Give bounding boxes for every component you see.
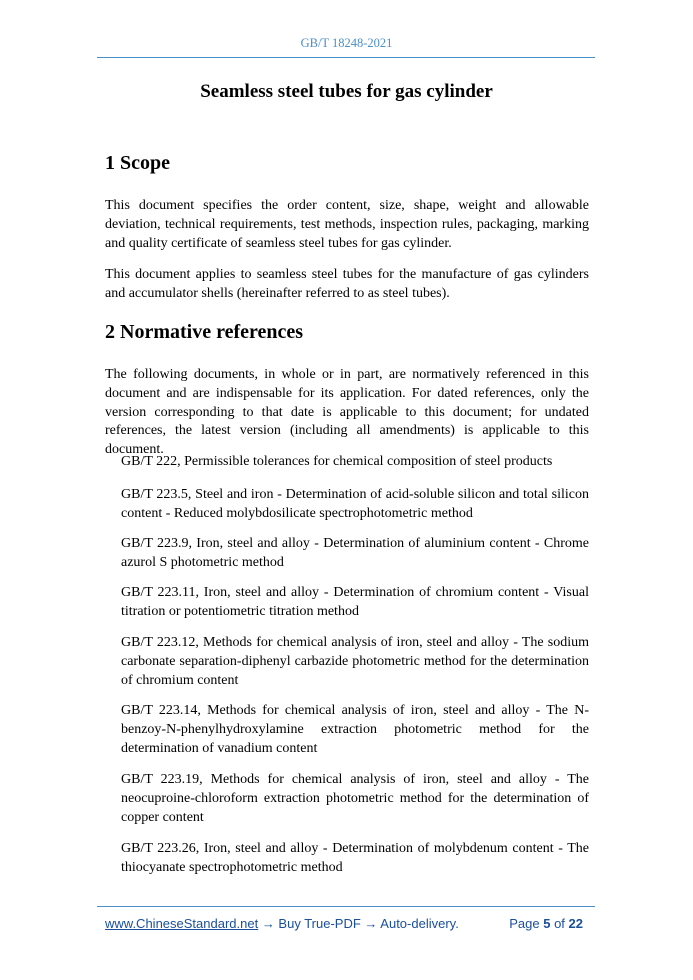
- page-indicator: [509, 916, 583, 931]
- scope-paragraph: This document applies to seamless steel tubes for the manufacture of gas cylinders and accumulator shells (hereinafter referred to as steel tubes).: [105, 267, 589, 301]
- reference-item: GB/T 223.12, Methods for chemical analysis of iron, steel and alloy - The sodium carbonate separation-diphenyl carbazide photometric method for the determination of chromium content: [121, 635, 589, 688]
- reference-item: GB/T 222, Permissible tolerances for chemical composition of steel products: [121, 454, 553, 469]
- website-link[interactable]: www.ChineseStandard.net: [105, 916, 259, 931]
- reference-item: GB/T 223.14, Methods for chemical analysis of iron, steel and alloy - The N-benzoy-N-phenylhydroxylamine extraction photometric method for the determination of vanadium content: [121, 703, 589, 756]
- reference-item: GB/T 223.11, Iron, steel and alloy - Determination of chromium content - Visual titration or potentiometric titration method: [121, 585, 589, 619]
- normative-intro-paragraph: The following documents, in whole or in part, are normatively referenced in this document and are indispensable for its application. For dated references, only the version corresponding to that date is applicable to this document; for undated references, the latest version (including all amendments) is applicable to this document.: [105, 367, 589, 458]
- page-of-label: of: [554, 916, 565, 931]
- reference-item: GB/T 223.9, Iron, steel and alloy - Determination of aluminium content - Chrome azurol S photometric method: [121, 536, 589, 570]
- footer-divider: [97, 906, 595, 907]
- section-heading-scope: 1 Scope: [105, 152, 170, 174]
- page-current: 5: [543, 916, 551, 931]
- reference-item: GB/T 223.19, Methods for chemical analysis of iron, steel and alloy - The neocuproine-chloroform extraction photometric method for the determination of copper content: [121, 772, 589, 825]
- page-total: 22: [568, 916, 583, 931]
- footer-tagline: → Buy True-PDF → Auto-delivery.: [258, 916, 459, 931]
- page-label: Page: [509, 916, 540, 931]
- footer-promo: [105, 916, 459, 931]
- reference-item: GB/T 223.5, Steel and iron - Determination of acid-soluble silicon and total silicon content - Reduced molybdosilicate spectrophotometric method: [121, 487, 589, 521]
- section-heading-normative-references: 2 Normative references: [105, 321, 304, 343]
- scope-paragraph: This document specifies the order content, size, shape, weight and allowable deviation, technical requirements, test methods, inspection rules, packaging, marking and quality certificate of seamless steel tubes for gas cylinder.: [105, 198, 589, 251]
- header-divider: [97, 57, 595, 58]
- running-header: GB/T 18248-2021: [300, 36, 393, 50]
- document-title: Seamless steel tubes for gas cylinder: [200, 81, 493, 102]
- reference-item: GB/T 223.26, Iron, steel and alloy - Determination of molybdenum content - The thiocyanate spectrophotometric method: [121, 841, 589, 875]
